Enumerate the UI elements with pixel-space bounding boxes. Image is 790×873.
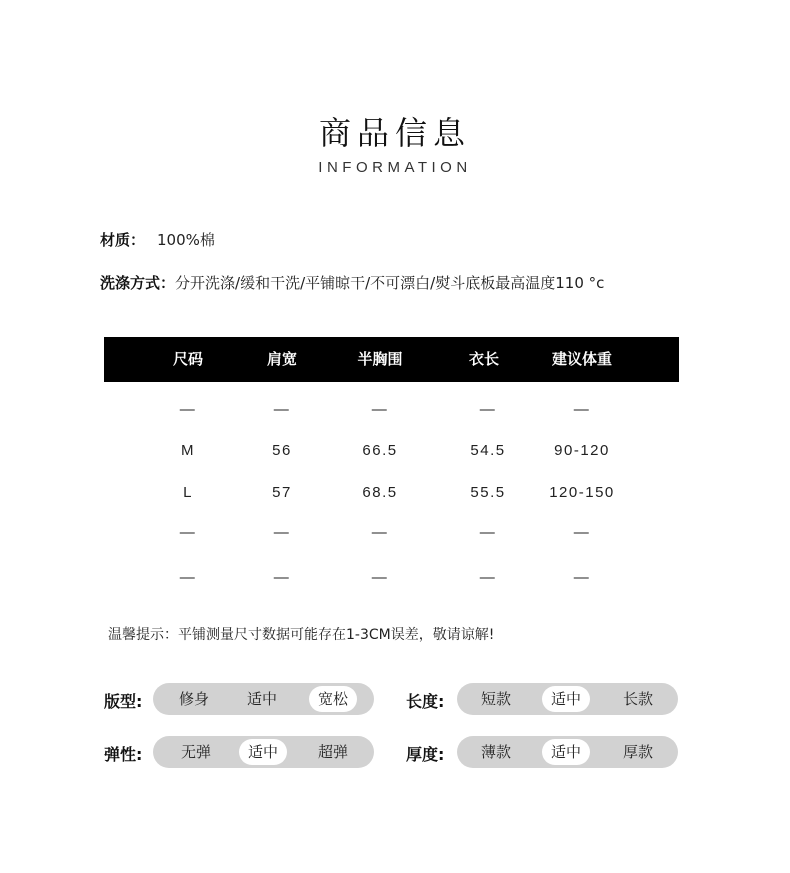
table-cell: — — [573, 569, 591, 586]
header-half-chest: 半胸围 — [357, 350, 403, 368]
table-cell: — — [179, 401, 197, 418]
header-size: 尺码 — [172, 350, 203, 368]
table-cell: — — [273, 569, 291, 586]
elasticity-selector — [153, 736, 374, 768]
table-cell: — — [479, 401, 497, 418]
washing-label: 洗涤方式： — [100, 274, 176, 292]
table-row — [0, 521, 790, 545]
washing-value: 分开洗涤/缓和干洗/平铺晾干/不可漂白/熨斗底板最高温度110 °c — [175, 274, 605, 292]
fit-label: 版型: — [104, 692, 143, 711]
table-cell: — — [179, 524, 197, 541]
material-value: 100%棉 — [157, 231, 215, 249]
washing-line — [100, 272, 604, 293]
table-cell: — — [573, 524, 591, 541]
fit-selector — [153, 683, 374, 715]
table-row — [0, 566, 790, 590]
length-option[interactable]: 长款 — [622, 690, 653, 708]
table-cell: L — [183, 484, 193, 501]
table-cell: — — [371, 524, 389, 541]
table-cell: 56 — [272, 442, 292, 459]
table-row — [0, 481, 790, 505]
elasticity-option[interactable]: 无弹 — [180, 743, 211, 761]
table-cell: 66.5 — [362, 442, 398, 459]
table-cell: — — [273, 401, 291, 418]
table-cell: 54.5 — [470, 442, 506, 459]
table-cell: — — [479, 569, 497, 586]
table-cell: — — [179, 569, 197, 586]
table-cell: — — [371, 401, 389, 418]
length-option[interactable]: 短款 — [480, 690, 511, 708]
elasticity-option-selected[interactable]: 适中 — [239, 739, 287, 765]
page-subtitle: INFORMATION — [318, 159, 472, 176]
header-weight: 建议体重 — [551, 350, 612, 368]
length-label: 长度: — [406, 692, 445, 711]
table-cell: 68.5 — [362, 484, 398, 501]
thickness-option-selected[interactable]: 适中 — [542, 739, 590, 765]
table-cell: M — [181, 442, 195, 459]
thickness-option[interactable]: 厚款 — [622, 743, 653, 761]
table-cell: 90-120 — [554, 442, 610, 459]
header-shoulder: 肩宽 — [266, 350, 297, 368]
table-cell: — — [573, 401, 591, 418]
table-cell: — — [479, 524, 497, 541]
table-cell: — — [371, 569, 389, 586]
fit-option[interactable]: 适中 — [246, 690, 277, 708]
length-option-selected[interactable]: 适中 — [542, 686, 590, 712]
table-cell: 55.5 — [470, 484, 506, 501]
elasticity-label: 弹性: — [104, 745, 143, 764]
length-selector — [457, 683, 678, 715]
thickness-selector — [457, 736, 678, 768]
header-length: 衣长 — [468, 350, 499, 368]
fit-option-selected[interactable]: 宽松 — [309, 686, 357, 712]
thickness-option[interactable]: 薄款 — [480, 743, 511, 761]
fit-option[interactable]: 修身 — [178, 690, 209, 708]
table-cell: 57 — [272, 484, 292, 501]
elasticity-option[interactable]: 超弹 — [317, 743, 348, 761]
material-line — [100, 229, 215, 250]
table-row — [0, 398, 790, 422]
table-row — [0, 439, 790, 463]
thickness-label: 厚度: — [406, 745, 445, 764]
size-table-header — [104, 337, 679, 382]
measurement-tip: 温馨提示：平铺测量尺寸数据可能存在1-3CM误差，敬请谅解! — [108, 627, 495, 643]
material-label: 材质： — [100, 231, 146, 249]
table-cell: — — [273, 524, 291, 541]
page-title: 商品信息 — [318, 114, 471, 152]
table-cell: 120-150 — [549, 484, 615, 501]
